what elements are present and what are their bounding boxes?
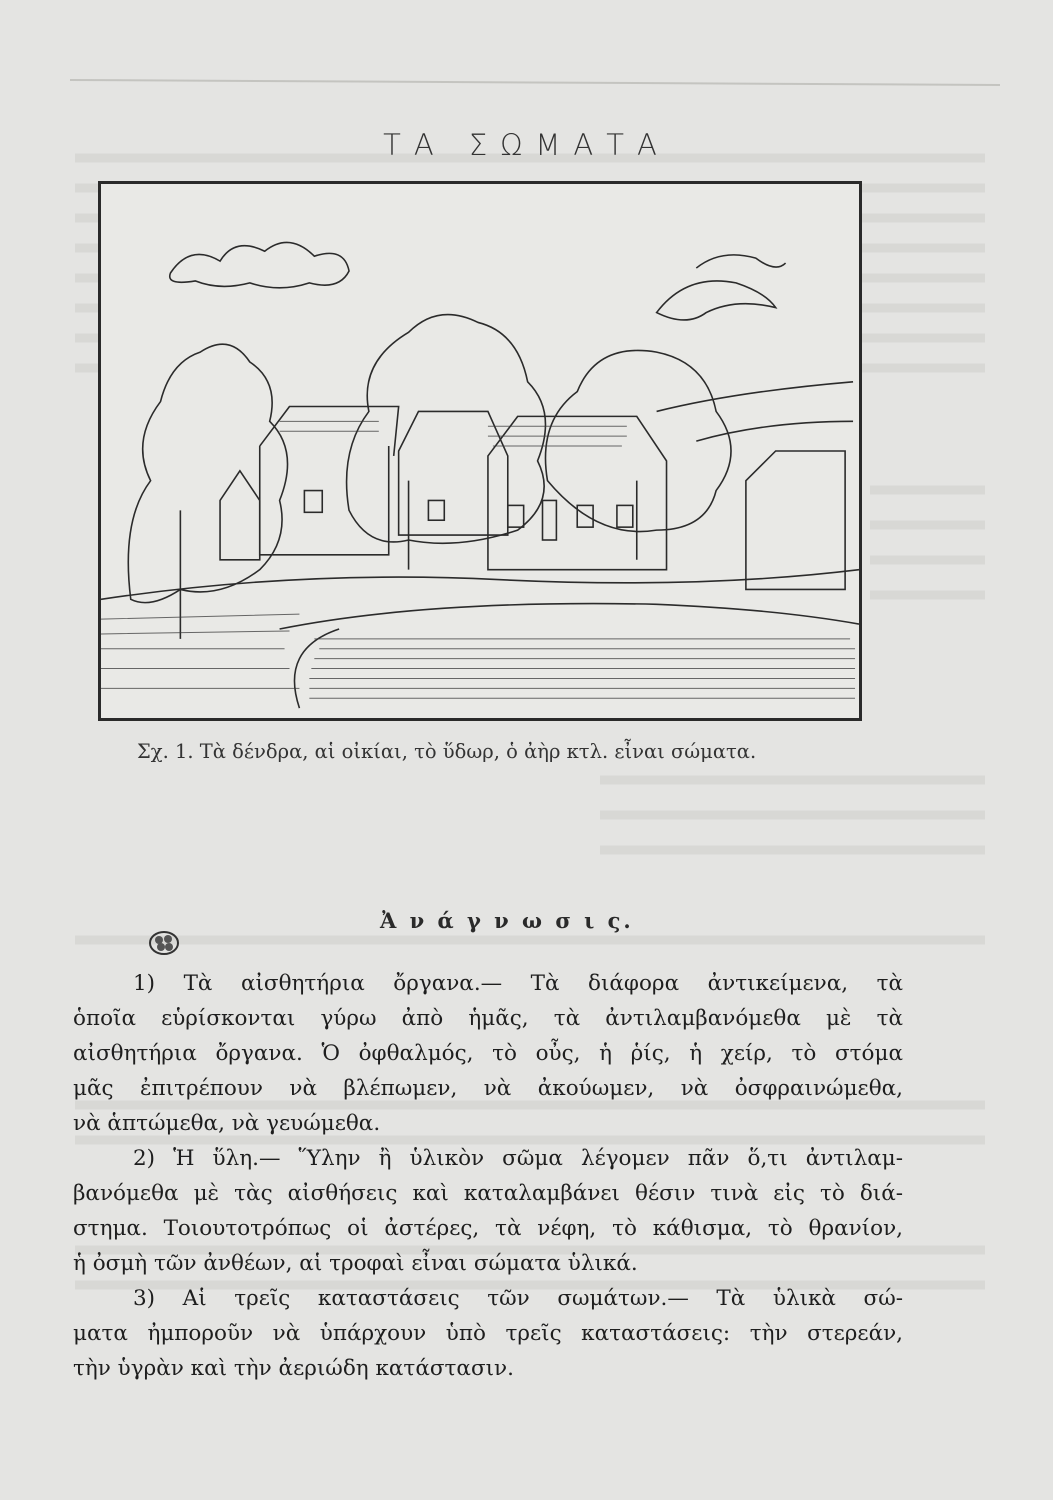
paragraph-2-line: βανόμεθα μὲ τὰς αἰσθήσεις καὶ καταλαμβάνει θέσιν τινὰ εἰς τὸ διά- — [73, 1181, 903, 1206]
page-title: ΤΑ ΣΩΜΑΤΑ — [383, 128, 670, 162]
village-engraving-image — [101, 184, 859, 718]
paragraph-1-line: μᾶς ἐπιτρέπουν νὰ βλέπωμεν, νὰ ἀκούωμεν, νὰ ὀσφραινώμεθα, — [73, 1076, 903, 1101]
ornament-flower-icon — [147, 928, 181, 958]
reading-text — [73, 966, 903, 1386]
paragraph-3-line: 3) Αἱ τρεῖς καταστάσεις τῶν σωμάτων.— Τὰ ὑλικὰ σώ- — [133, 1286, 904, 1311]
paragraph-2-line: στημα. Τοιουτοτρόπως οἱ ἀστέρες, τὰ νέφη, τὸ κάθισμα, τὸ θρανίον, — [73, 1216, 903, 1241]
paragraph-3-line: ματα ἠμποροῦν νὰ ὑπάρχουν ὑπὸ τρεῖς καταστάσεις: τὴν στερεάν, — [73, 1321, 903, 1346]
paragraph-2-line: 2) Ἡ ὕλη.— Ὕλην ἢ ὑλικὸν σῶμα λέγομεν πᾶν ὅ,τι ἀντιλαμ- — [133, 1146, 903, 1171]
paragraph-3-line: τὴν ὑγρὰν καὶ τὴν ἀεριώδη κατάστασιν. — [73, 1356, 514, 1381]
section-heading: Ἀ ν ά γ ν ω σ ι ς. — [380, 908, 634, 933]
paragraph-1-line: νὰ ἁπτώμεθα, νὰ γευώμεθα. — [73, 1111, 381, 1136]
paragraph-1-line: αἰσθητήρια ὄργανα. Ὁ ὀφθαλμός, τὸ οὖς, ἡ ῥίς, ἡ χείρ, τὸ στόμα — [73, 1041, 903, 1066]
figure-caption: Σχ. 1. Τὰ δένδρα, αἱ οἰκίαι, τὸ ὕδωρ, ὁ ἀὴρ κτλ. εἶναι σώματα. — [137, 740, 757, 763]
paragraph-2-line: ἡ ὀσμὴ τῶν ἀνθέων, αἱ τροφαὶ εἶναι σώματα ὑλικά. — [73, 1251, 638, 1276]
illustration-village — [98, 181, 862, 721]
paragraph-1-line: 1) Τὰ αἰσθητήρια ὄργανα.— Τὰ διάφορα ἀντικείμενα, τὰ — [133, 971, 903, 996]
paragraph-1-line: ὁποῖα εὑρίσκονται γύρω ἀπὸ ἡμᾶς, τὰ ἀντιλαμβανόμεθα μὲ τὰ — [73, 1006, 903, 1031]
